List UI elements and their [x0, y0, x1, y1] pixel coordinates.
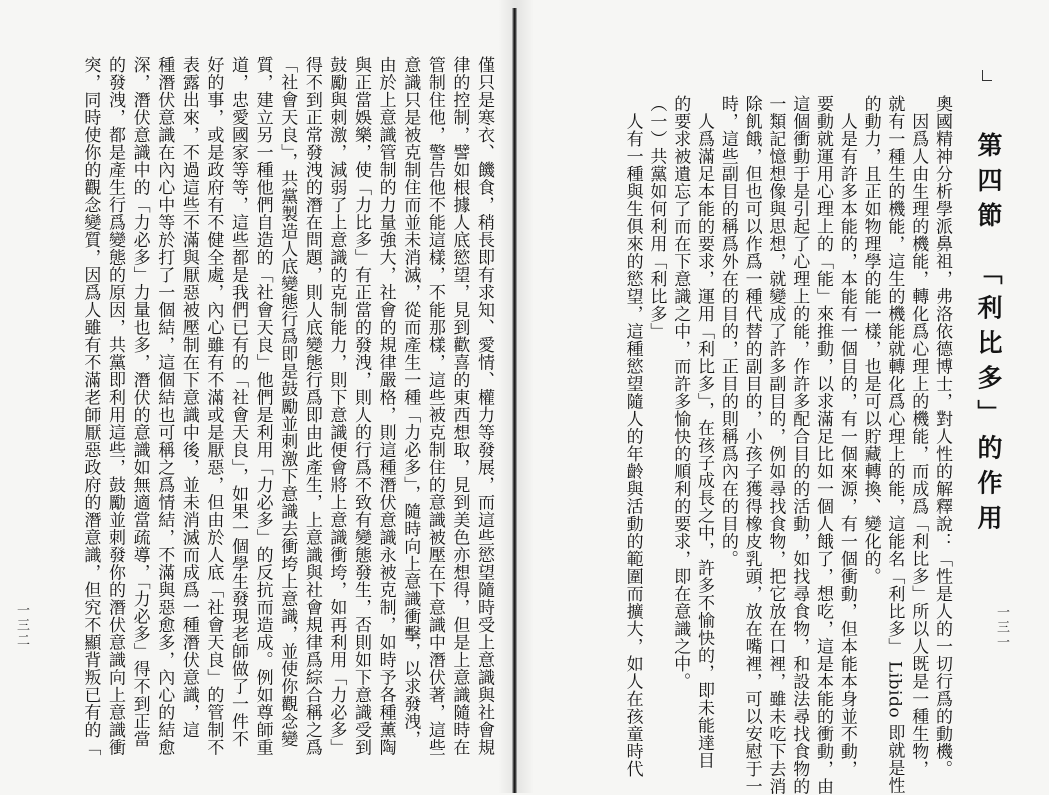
text-column: 要動就運用心理上的「能」來推動，以求滿足比如一個人餓了，想吃，這是本能的衝動，由 — [813, 95, 833, 795]
page-number: 一三一 — [994, 605, 1009, 650]
text-column: 人有一種與生俱來的慾望，這種慾望隨人的年齡與活動的範圍而擴大，如人在孩童時代 — [622, 95, 643, 778]
text-column: 與正當娛樂，使「力比多」有正當的發洩，則人的行爲不致有變態發生，否則如下意識受到 — [351, 56, 371, 756]
text-column: 因爲人由生理的機能，轉化爲心理上的機能，而成爲「利比多」所以人既是一種生物， — [908, 95, 929, 778]
text-column: 道，忠愛國家等等，這些都是我們已有的「社會天良」，如果一個學生發現老師做了一件不 — [228, 56, 248, 748]
text-column: 這個衝動于是引起了心理上的能，作許多配合目的的活動，如找尋食物，和設法尋找食物的 — [789, 95, 810, 795]
text-column: 律的控制，譬如根據人底慾望，見到歡喜的東西想取，見到美色亦想得，但是上意識隨時在 — [449, 56, 470, 756]
text-column: 的動力，且正如物理學的能一樣，也是可以貯藏轉換、變化的。 — [860, 95, 881, 585]
section-heading: 第四節 「利比多」的作用 — [974, 132, 1003, 540]
page-number: 一三二 — [14, 603, 29, 648]
text-column: 時，這些副目的稱爲外在的目的，正目的則稱爲內在的目的。 — [717, 95, 738, 568]
text-column: 表露出來，不過這些不滿與厭惡被壓制在下意識中後，並未消滅而成爲一種潛伏意識，這 — [178, 56, 199, 739]
text-column: 意識只是被克制住而並未消滅，從而產生一種「力必多」，隨時向上意識衝擊，以求發洩， — [400, 56, 421, 748]
text-column: 得不到正常發洩的潛在問題，則人底變態行爲即由此產生，上意識與社會規律爲綜合稱之爲 — [301, 56, 322, 756]
left-page — [0, 0, 515, 793]
text-column: （一）共黨如何利用「利比多」 — [646, 95, 667, 340]
text-column: 僅只是寒衣、饑食，稍長即有求知、愛情、權力等發展，而這些慾望隨時受上意識與社會規 — [474, 56, 494, 756]
heading-bracket-rule — [982, 70, 983, 80]
text-column: 種潛伏意識在內心中等於打了一個結，這個結也可稱之爲情結，不滿與惡愈多，內心的結愈 — [154, 56, 175, 756]
text-column: 人爲滿足本能的要求，運用「利比多」，在孩子成長之中，許多不愉快的，即未能達目 — [694, 95, 714, 769]
text-column: 好的事，或是政府有不健全處，內心雖有不滿或是厭惡，但由於人底「社會天良」的管制不 — [203, 56, 224, 756]
text-column: 突，同時使你的觀念變質，因爲人雖有不滿老師厭惡政府的潛意識，但究不顯背叛已有的「 — [80, 56, 101, 756]
text-column: 的發洩，都是產生行爲變態的原因，共黨即利用這些，鼓勵並刺發你的潛伏意識向上意識衝 — [105, 56, 125, 756]
text-column: 人是有許多本能的，本能有一個目的，有一個來源，有一個衝動，但本能本身並不動， — [836, 95, 857, 778]
text-column: 管制住他，警告他不能這樣，不能那樣，這些被克制住的意識被壓在下意識中潛伏著，這些 — [424, 56, 445, 756]
text-column: 除飢餓，但也可以作爲一種代替的副目的，小孩子獲得橡皮乳頭，放在嘴裡，可以安慰于一 — [741, 95, 762, 795]
text-column: 深，潛伏意識中的「力必多」力量也多，潛伏的意識如無適當疏導，「力必多」得不到正當 — [129, 56, 150, 748]
text-column: 質，建立另一種他們自造的「社會天良」他們是利用「力必多」的反抗而造成。例如尊師重 — [252, 56, 273, 756]
text-column: 一類記憶想像與思想，就變成了許多副目的，例如尋找食物，把它放在口裡，雖未吃下去消 — [765, 95, 786, 795]
text-column: 由於上意識管制的力量強大，社會的規律嚴格，則這種潛伏意識永被克制，如時予各種薰陶 — [375, 56, 396, 756]
text-column: 鼓勵與刺激，減弱了上意識的克制能力，則下意識便會將上意識衝垮，如再利用「力必多」 — [326, 56, 347, 756]
text-column: 就有一種生的機能，這生的機能就轉化爲心理上的能，這能名「利比多」 Libido 即就是性 — [884, 95, 905, 794]
text-column: 的要求被遺忘了而在下意識之中，而許多愉快的順利的要求，即在意識之中。 — [670, 95, 691, 690]
text-column: 「社會天良」，共黨製造人底變態行爲即是鼓勵並刺激下意識去衝垮上意識，並使你觀念變 — [277, 56, 298, 748]
right-page — [522, 0, 1049, 793]
text-column: 奧國精神分析學派鼻祖，弗洛依德博士，對人性的解釋說：「性是人的一切行爲的動機。 — [932, 95, 952, 778]
heading-bracket-rule — [982, 80, 992, 81]
